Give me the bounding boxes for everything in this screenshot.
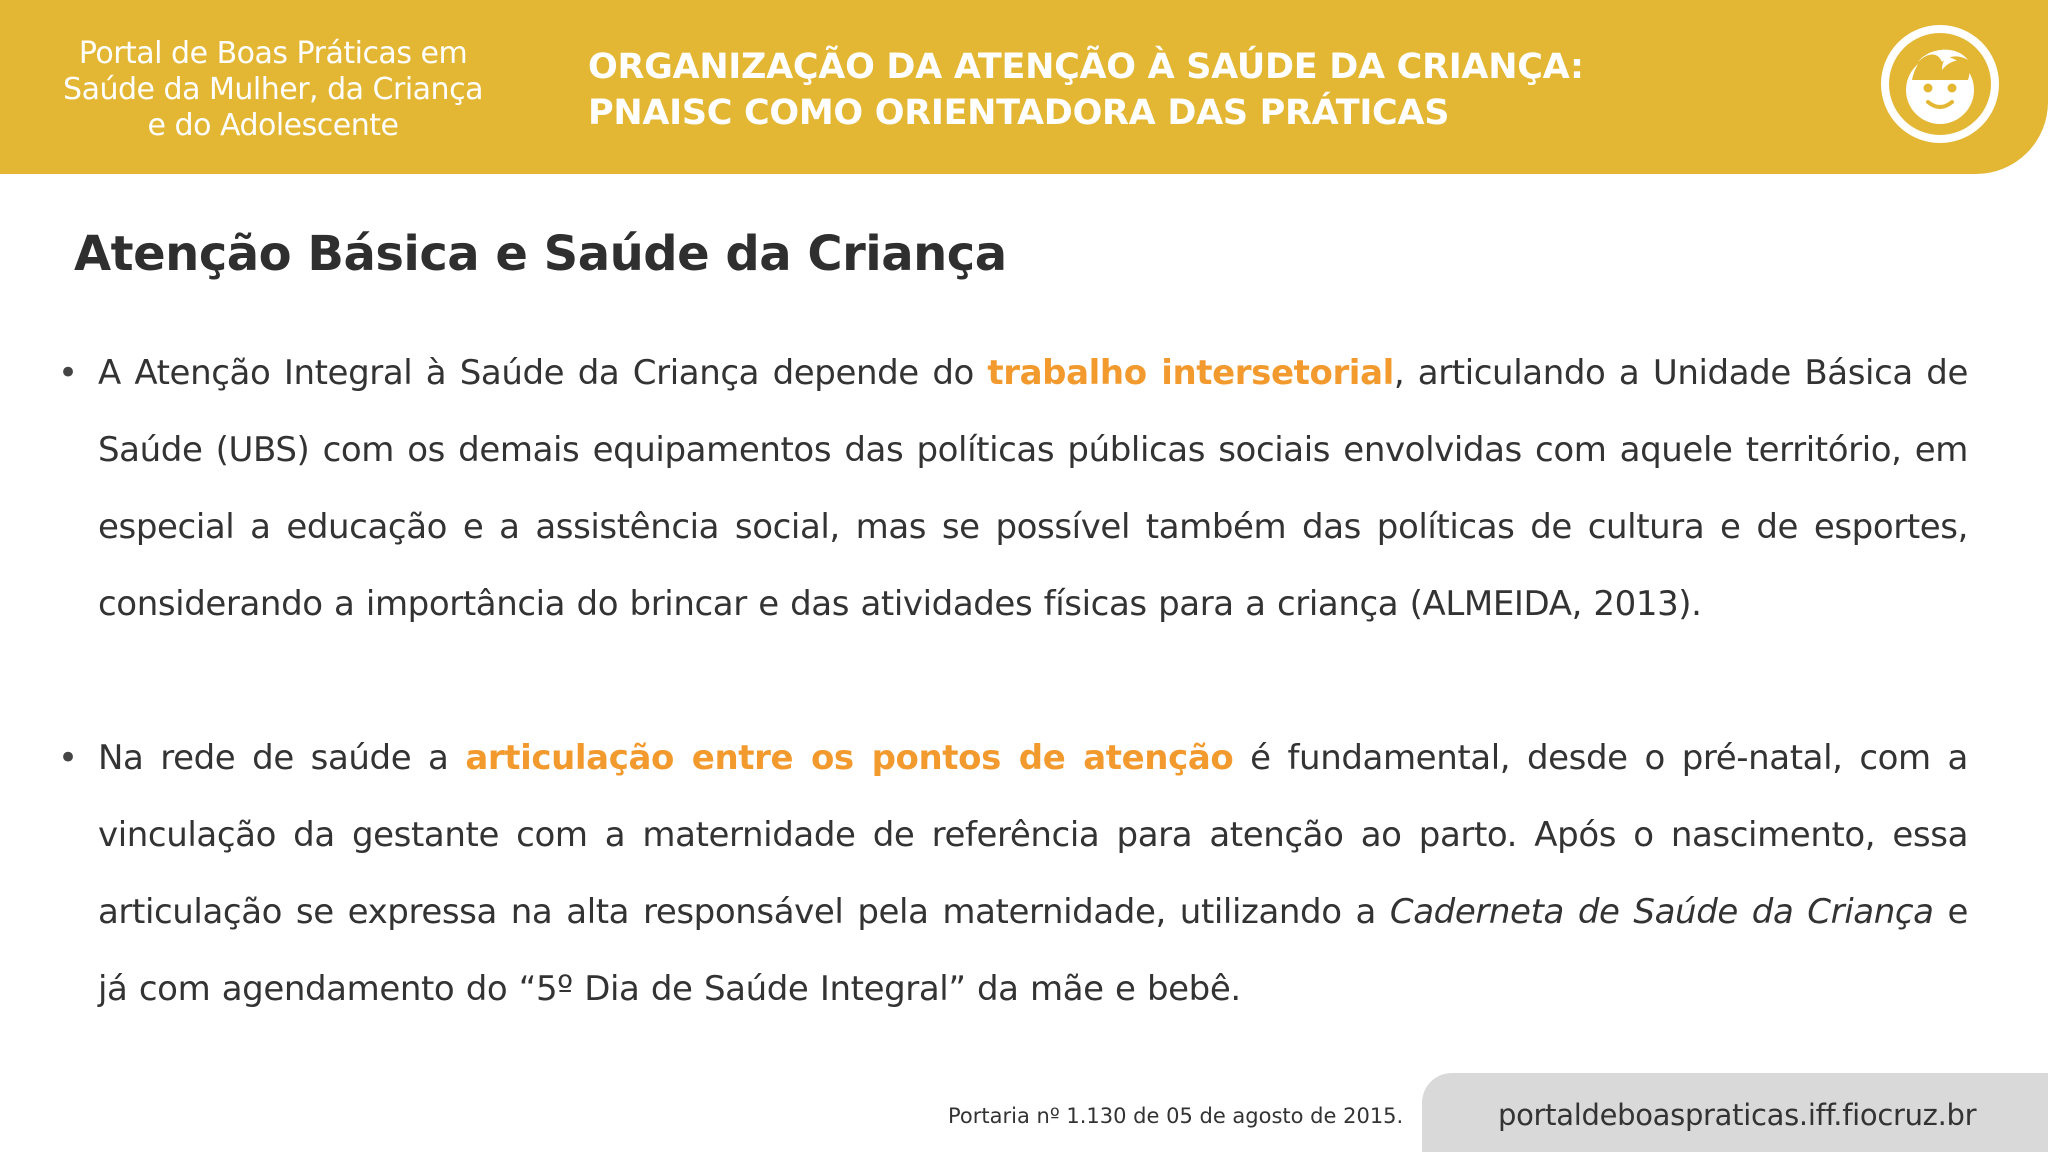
portal-name-line-3: e do Adolescente <box>147 108 399 143</box>
bullet-list <box>56 335 1968 1105</box>
highlight-text: trabalho intersetorial <box>987 353 1394 393</box>
footer-url[interactable]: portaldeboaspraticas.iff.fiocruz.br <box>1498 1098 1977 1132</box>
bullet-marker: • <box>58 353 78 393</box>
bullet-text: é fundamental, desde o pré-natal, com a vinculação da gestante com a maternidade de referência para atenção ao parto. Após o nascimento, essa articulação se expressa na alta responsável pela maternidade, utilizando a <box>98 738 1968 932</box>
bullet-marker: • <box>58 738 78 778</box>
header-bar <box>0 0 2048 174</box>
highlight-text: articulação entre os pontos de atenção <box>465 738 1234 778</box>
header-title-line-1: ORGANIZAÇÃO DA ATENÇÃO À SAÚDE DA CRIANÇA: <box>588 47 1584 87</box>
bullet-text: , articulando a Unidade Básica de Saúde (UBS) com os demais equipamentos das políticas públicas sociais envolvidas com aquele território, em especial a educação e a assistência social, mas se possível também das políticas de cultura e de esportes, considerando a importância do brincar e das atividades físicas para a criança (ALMEIDA, 2013). <box>98 353 1968 624</box>
bullet-text: e já com agendamento do “5º Dia de Saúde Integral” da mãe e bebê. <box>98 892 1968 1009</box>
child-face-icon <box>1878 22 2002 146</box>
bullet-item <box>56 335 1968 643</box>
source-reference: Portaria nº 1.130 de 05 de agosto de 2015. <box>948 1104 1404 1128</box>
header-title-line-2: PNAISC COMO ORIENTADORA DAS PRÁTICAS <box>588 93 1450 133</box>
bullet-text: Na rede de saúde a <box>98 738 466 778</box>
header-title <box>588 44 1584 136</box>
portal-name <box>40 36 506 144</box>
portal-name-line-2: Saúde da Mulher, da Criança <box>63 72 483 107</box>
italic-title: Caderneta de Saúde da Criança <box>1389 892 1934 932</box>
bullet-item <box>56 720 1968 1028</box>
portal-name-line-1: Portal de Boas Práticas em <box>78 36 468 71</box>
bullet-text: A Atenção Integral à Saúde da Criança depende do <box>98 353 988 393</box>
section-title: Atenção Básica e Saúde da Criança <box>74 226 1007 282</box>
